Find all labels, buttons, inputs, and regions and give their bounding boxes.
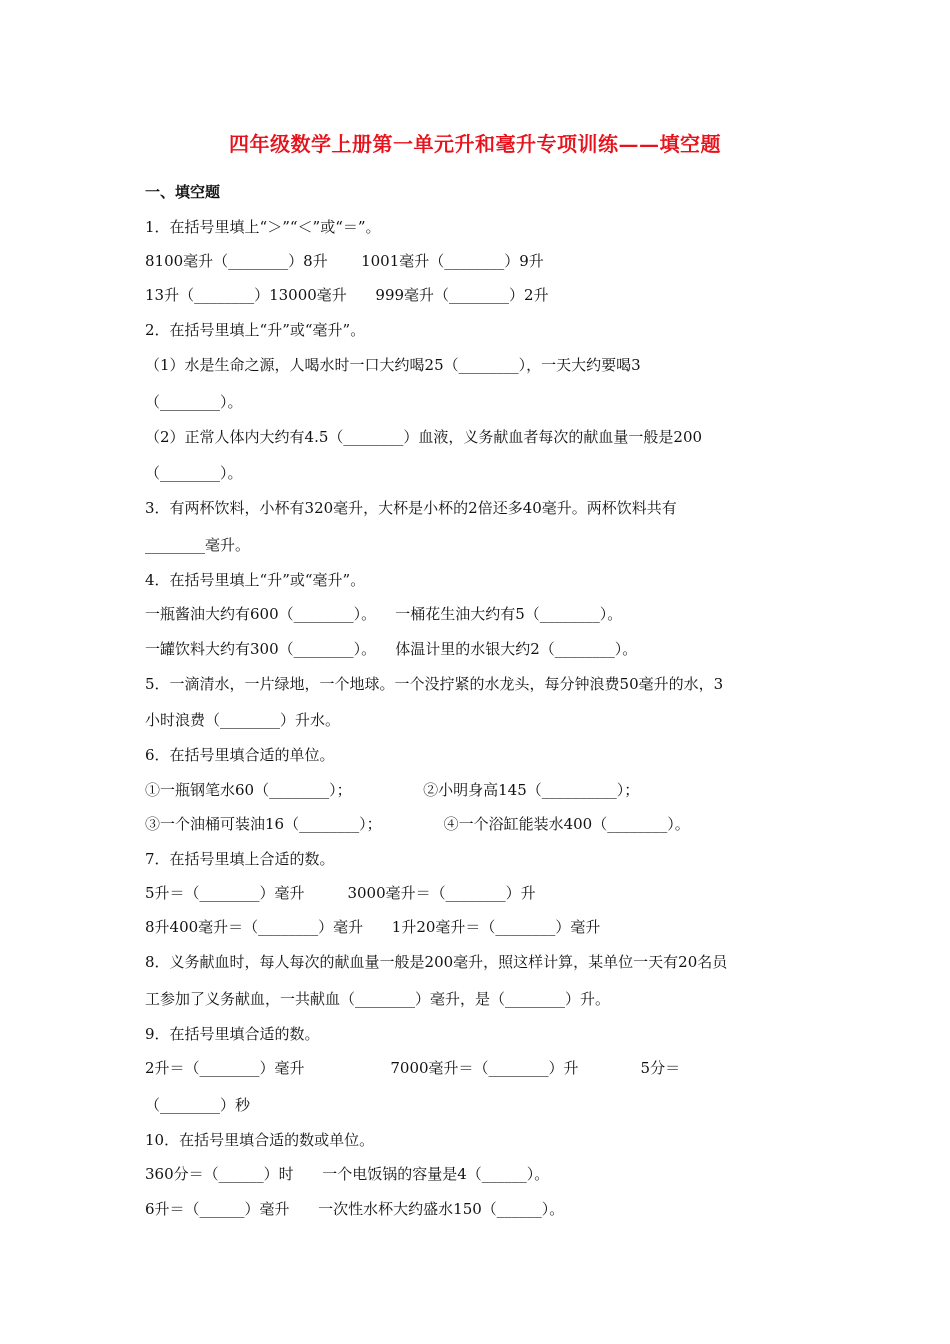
question-line: 6升＝（______）毫升 一次性水杯大约盛水150（______）。 [145,1200,565,1218]
question-7: 7．在括号里填上合适的数。 [145,850,335,868]
question-9: 9．在括号里填合适的数。 [145,1025,320,1043]
question-line: （________）。 [145,393,243,411]
question-1: 1．在括号里填上“＞”“＜”或“＝”。 [145,218,381,236]
question-4: 4．在括号里填上“升”或“毫升”。 [145,571,366,589]
question-line: ③一个油桶可装油16（________）； ④一个浴缸能装水400（________）。 [145,815,690,833]
question-line: 2升＝（________）毫升 7000毫升＝（________）升 5分＝ [145,1059,681,1077]
question-line: 360分＝（______）时 一个电饭锅的容量是4（______）。 [145,1165,550,1183]
question-line: 一罐饮料大约有300（________）。 体温计里的水银大约2（________）。 [145,640,638,658]
question-line: （________）秒 [145,1096,251,1114]
question-line: 5升＝（________）毫升 3000毫升＝（________）升 [145,884,536,902]
question-2: 2．在括号里填上“升”或“毫升”。 [145,321,366,339]
question-line: 小时浪费（________）升水。 [145,711,341,729]
page-title: 四年级数学上册第一单元升和毫升专项训练——填空题 [229,132,721,156]
question-line: 工参加了义务献血，一共献血（________）毫升，是（________）升。 [145,990,611,1008]
section-heading: 一、填空题 [145,183,221,201]
question-line: 一瓶酱油大约有600（________）。 一桶花生油大约有5（________）。 [145,605,623,623]
question-3: 3．有两杯饮料，小杯有320毫升，大杯是小杯的2倍还多40毫升。两杯饮料共有 [145,499,677,517]
question-6: 6．在括号里填合适的单位。 [145,746,335,764]
question-5: 5．一滴清水，一片绿地，一个地球。一个没拧紧的水龙头，每分钟浪费50毫升的水，3 [145,675,724,693]
question-line: 13升（________）13000毫升 999毫升（________）2升 [145,286,549,304]
question-10: 10．在括号里填合适的数或单位。 [145,1131,375,1149]
question-line: ①一瓶钢笔水60（________）； ②小明身高145（__________）； [145,781,640,799]
question-8: 8．义务献血时，每人每次的献血量一般是200毫升，照这样计算，某单位一天有20名员 [145,953,728,971]
question-line: 8升400毫升＝（________）毫升 1升20毫升＝（________）毫升 [145,918,601,936]
question-line: （________）。 [145,464,243,482]
question-line: 8100毫升（________）8升 1001毫升（________）9升 [145,252,544,270]
question-line: ________毫升。 [145,536,251,554]
question-line: （2）正常人体内大约有4.5（________）血液，义务献血者每次的献血量一般是200 [145,428,703,446]
question-line: （1）水是生命之源，人喝水时一口大约喝25（________），一天大约要喝3 [145,356,641,374]
